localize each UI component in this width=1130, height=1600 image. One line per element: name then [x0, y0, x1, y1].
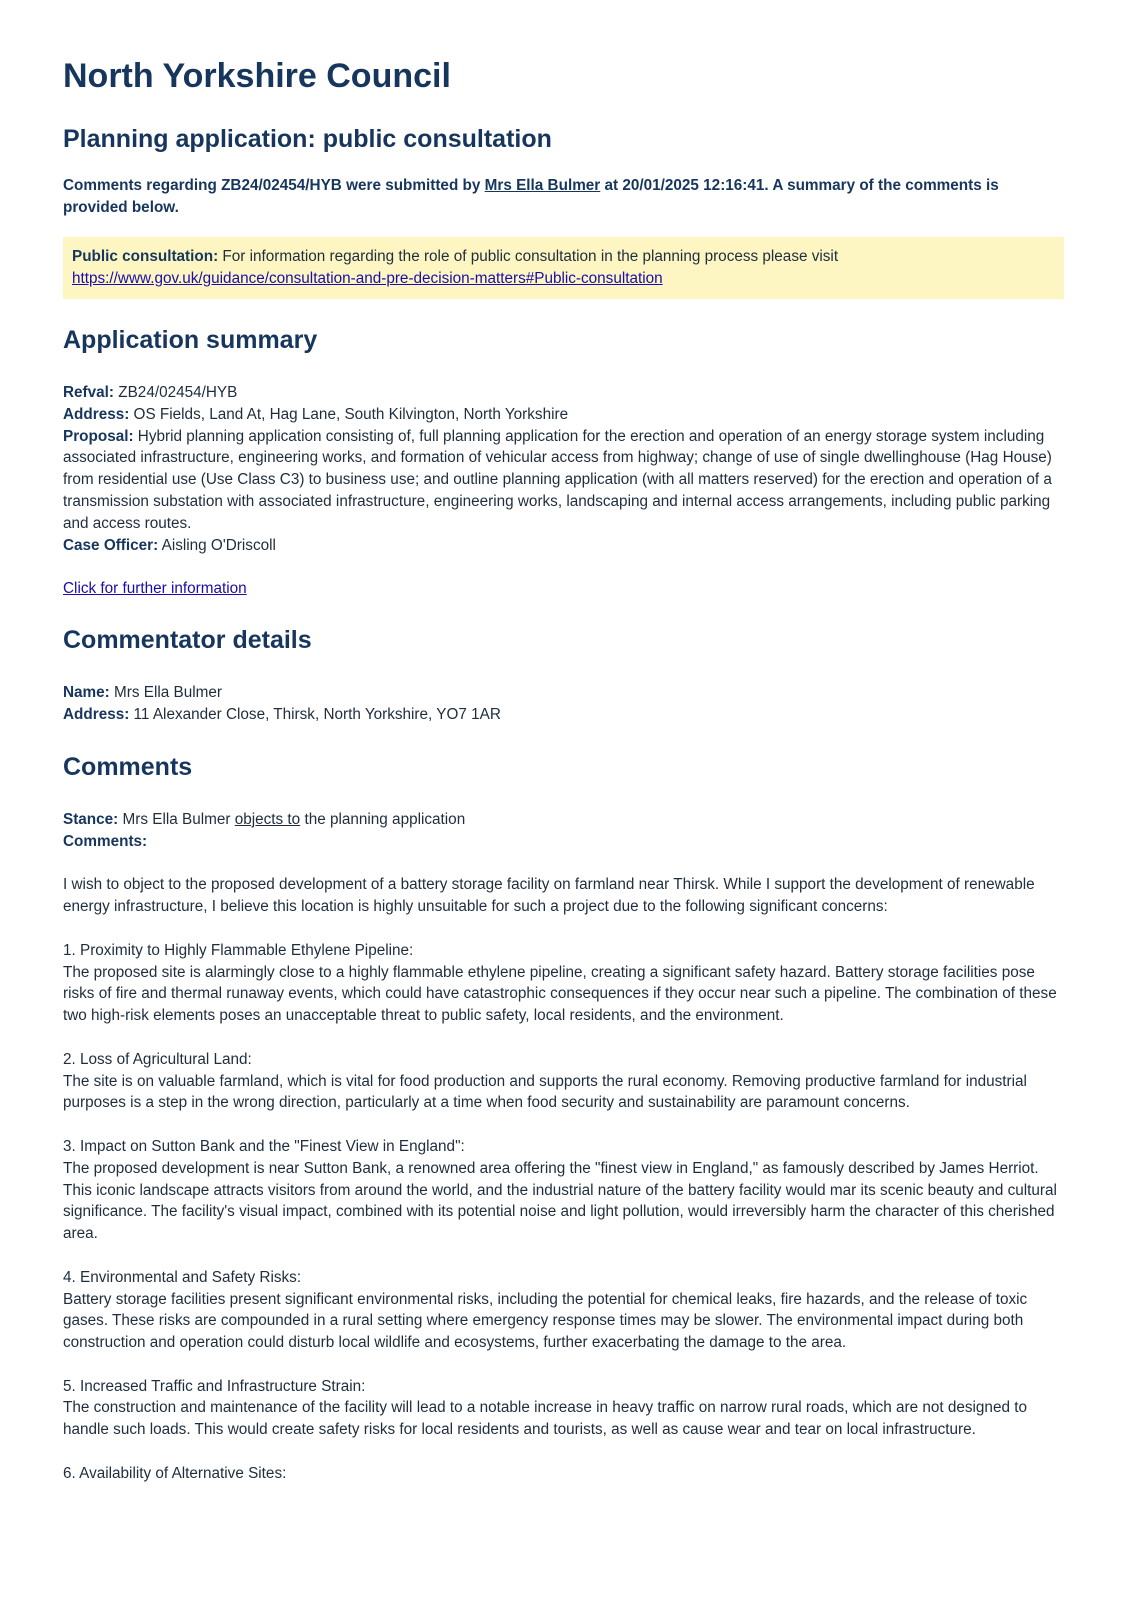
comment-point	[63, 1136, 1064, 1245]
stance-pre: Mrs Ella Bulmer	[118, 810, 235, 828]
refval-label: Refval:	[63, 384, 115, 401]
comment-body	[63, 874, 1064, 1484]
stance-post: the planning application	[300, 810, 466, 828]
application-summary	[63, 382, 1064, 556]
stance-row	[63, 809, 1064, 831]
submission-intro	[63, 175, 1064, 219]
commentator-name-row	[63, 682, 1064, 704]
comment-point-text: The proposed development is near Sutton Bank, a renowned area offering the "finest view in England," as famously described by James Herriot. This iconic landscape attracts visitors from around the world, and the industrial nature of the battery facility would mar its scenic beauty and cultural significance. The facility's visual impact, combined with its potential noise and light pollution, would irreversibly harm the character of this cherished area.	[63, 1159, 1057, 1243]
further-information-link[interactable]: Click for further information	[63, 580, 247, 598]
council-title: North Yorkshire Council	[63, 57, 451, 95]
commentator-link[interactable]: Mrs Ella Bulmer	[484, 177, 601, 194]
refval-value: ZB24/02454/HYB	[114, 384, 238, 401]
commentator-details-heading: Commentator details	[63, 626, 312, 655]
address-value: OS Fields, Land At, Hag Lane, South Kilvington, North Yorkshire	[129, 405, 569, 423]
comment-point	[63, 1463, 1064, 1485]
comment-point-title: 1. Proximity to Highly Flammable Ethylene Pipeline:	[63, 941, 414, 959]
comment-intro: I wish to object to the proposed development of a battery storage facility on farmland near Thirsk. While I support the development of renewable energy infrastructure, I believe this location is highly unsuitable for such a project due to the following significant concerns:	[63, 876, 1035, 916]
comment-point	[63, 1376, 1064, 1441]
comment-point-title: 2. Loss of Agricultural Land:	[63, 1050, 252, 1068]
intro-text-1: Comments regarding ZB24/02454/HYB were submitted by	[63, 177, 485, 194]
further-info-row	[63, 578, 1064, 599]
consultation-guidance-link[interactable]: https://www.gov.uk/guidance/consultation-and-pre-decision-matters#Public-consultation	[72, 269, 663, 287]
intro-text-2: at 20/01/2025 12:16:41. A summary of the comments is provided below.	[63, 177, 999, 216]
application-summary-heading: Application summary	[63, 326, 318, 354]
proposal-label: Proposal:	[63, 427, 134, 445]
address-row	[63, 404, 1064, 426]
comments-heading: Comments	[63, 752, 193, 781]
comment-point-text: The proposed site is alarmingly close to a highly flammable ethylene pipeline, creating a significant safety hazard. Battery storage facilities pose risks of fire and thermal runaway events, which could have catastrophic consequences if they occur near such a pipeline. The combination of these two high-risk elements poses an unacceptable threat to public safety, local residents, and the environment.	[63, 963, 1057, 1025]
notice-label: Public consultation:	[72, 248, 219, 265]
comment-point-title: 4. Environmental and Safety Risks:	[63, 1268, 302, 1286]
comment-point-text: The construction and maintenance of the facility will lead to a notable increase in heavy traffic on narrow rural roads, which are not designed to handle such loads. This would create safety risks for local residents and tourists, as well as cause wear and tear on local infrastructure.	[63, 1399, 1027, 1439]
case-officer-label: Case Officer:	[63, 536, 159, 554]
notice-text: For information regarding the role of public consultation in the planning process please visit	[218, 248, 839, 265]
comment-point-text: The site is on valuable farmland, which is vital for food production and supports the rural economy. Removing productive farmland for industrial purposes is a step in the wrong direction, particularly at a time when food security and sustainability are paramount concerns.	[63, 1072, 1027, 1112]
stance-label: Stance:	[63, 810, 119, 828]
name-value: Mrs Ella Bulmer	[109, 684, 222, 702]
commentator-address-row	[63, 704, 1064, 726]
case-officer-value: Aisling O'Driscoll	[158, 536, 276, 554]
proposal-row	[63, 426, 1064, 535]
commentator-address-label: Address:	[63, 706, 130, 724]
commentator-details	[63, 682, 1064, 726]
comment-point	[63, 1049, 1064, 1114]
comments-section	[63, 809, 1064, 853]
comments-label: Comments:	[63, 832, 148, 850]
comment-point-text: Battery storage facilities present significant environmental risks, including the potential for chemical leaks, fire hazards, and the release of toxic gases. These risks are compounded in a rural setting where emergency response times may be slower. The environmental impact during both construction and operation could disturb local wildlife and ecosystems, further exacerbating the damage to the area.	[63, 1290, 1028, 1352]
comments-label-row	[63, 831, 1064, 853]
comment-point-title: 5. Increased Traffic and Infrastructure Strain:	[63, 1377, 366, 1395]
refval-row	[63, 382, 1064, 404]
address-label: Address:	[63, 405, 130, 423]
proposal-value: Hybrid planning application consisting of, full planning application for the erection and operation of an energy storage system including associated infrastructure, engineering works, and formation of vehicular access from highway; change of use of single dwellinghouse (Hag House) from residential use (Use Class C3) to business use; and outline planning application (with all matters reserved) for the erection and operation of a transmission substation with associated infrastructure, engineering works, landscaping and internal access arrangements, including public parking and access routes.	[63, 427, 1052, 532]
page-subtitle: Planning application: public consultation	[63, 125, 552, 153]
consultation-notice	[63, 237, 1064, 299]
comment-point-title: 6. Availability of Alternative Sites:	[63, 1464, 287, 1482]
comment-point-title: 3. Impact on Sutton Bank and the "Finest View in England":	[63, 1137, 465, 1155]
commentator-address-value: 11 Alexander Close, Thirsk, North Yorkshire, YO7 1AR	[129, 706, 501, 724]
name-label: Name:	[63, 684, 110, 702]
stance-link[interactable]: objects to	[234, 810, 301, 828]
comment-point	[63, 1267, 1064, 1354]
case-officer-row	[63, 535, 1064, 557]
comment-point	[63, 940, 1064, 1027]
